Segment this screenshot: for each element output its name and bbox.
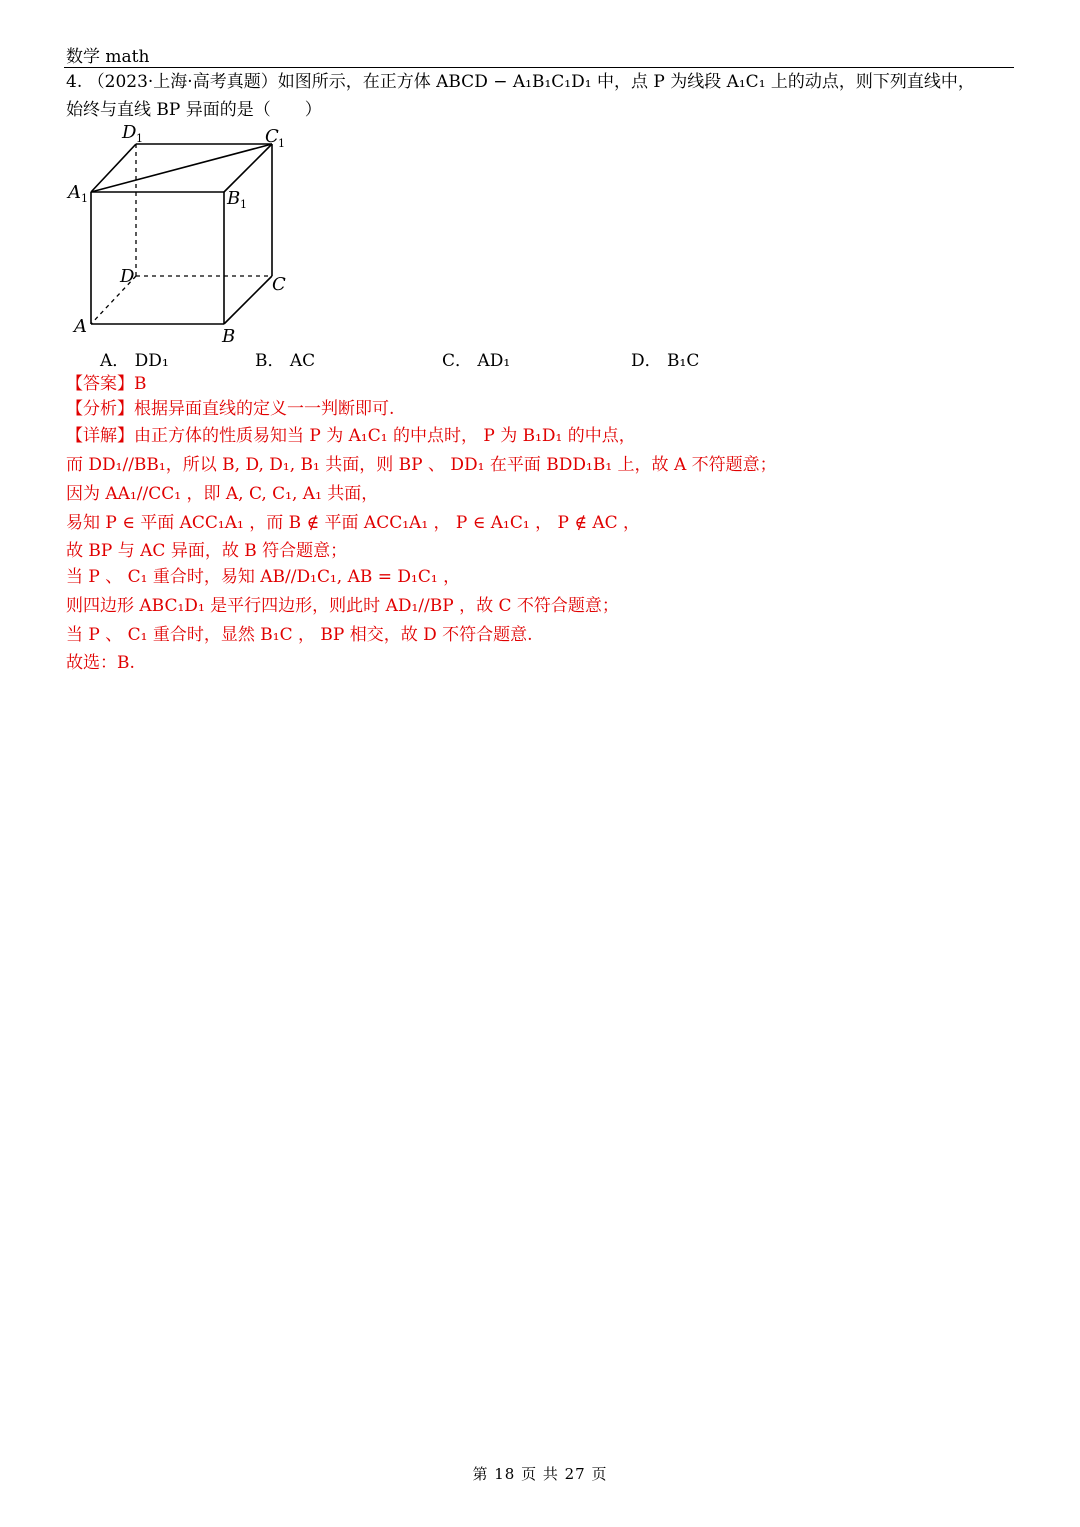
option-d: D． B₁C: [631, 351, 700, 371]
label-B: B: [222, 326, 236, 347]
label-C: C: [272, 274, 286, 295]
label-A1-sub: 1: [81, 192, 88, 205]
diagonal-A1-C1: [91, 144, 272, 192]
page-footer: 第 18 页 共 27 页: [472, 1465, 608, 1483]
cube-figure: [64, 120, 304, 348]
detail-line-3: 因为 AA₁//CC₁ ，即 A, C, C₁, A₁ 共面，: [66, 484, 379, 504]
analysis-line: 【分析】根据异面直线的定义一一判断即可.: [66, 399, 395, 419]
option-a: A． DD₁: [100, 351, 169, 371]
label-D1: D: [122, 122, 137, 143]
label-C1: C: [265, 126, 279, 147]
option-c: C． AD₁: [442, 351, 511, 371]
detail-line-6: 当 P 、 C₁ 重合时，易知 AB//D₁C₁, AB = D₁C₁ ，: [66, 567, 461, 587]
header-divider: [64, 67, 1014, 68]
label-B1-sub: 1: [240, 198, 247, 211]
question-line-2: 始终与直线 BP 异面的是（ ）: [66, 100, 322, 120]
detail-line-1: 【详解】由正方体的性质易知当 P 为 A₁C₁ 的中点时， P 为 B₁D₁ 的中点，: [66, 426, 636, 446]
conclusion-line: 故选：B.: [66, 653, 135, 673]
page-header-title: 数学 math: [66, 47, 150, 67]
label-D1-sub: 1: [136, 132, 143, 145]
label-C1-sub: 1: [278, 137, 285, 150]
answer-line: 【答案】B: [66, 374, 147, 394]
detail-line-4: 易知 P ∈ 平面 ACC₁A₁ ，而 B ∉ 平面 ACC₁A₁ ， P ∈ A₁C₁ ， P ∉ AC ，: [66, 513, 641, 533]
edge-D1-A1: [91, 144, 136, 192]
label-A: A: [74, 316, 87, 337]
label-D: D: [120, 266, 135, 287]
detail-line-2: 而 DD₁//BB₁，所以 B, D, D₁, B₁ 共面，则 BP 、 DD₁ 在平面 BDD₁B₁ 上，故 A 不符题意；: [66, 455, 777, 475]
question-line-1: 4. （2023·上海·高考真题）如图所示，在正方体 ABCD − A₁B₁C₁D₁ 中，点 P 为线段 A₁C₁ 上的动点，则下列直线中，: [66, 72, 975, 92]
label-A1: A: [68, 182, 81, 203]
detail-line-8: 当 P 、 C₁ 重合时，显然 B₁C ， BP 相交，故 D 不符合题意.: [66, 625, 533, 645]
detail-line-7: 则四边形 ABC₁D₁ 是平行四边形，则此时 AD₁//BP ，故 C 不符合题意；: [66, 596, 619, 616]
label-B1: B: [227, 188, 241, 209]
edge-B-C: [224, 276, 272, 324]
detail-line-5: 故 BP 与 AC 异面，故 B 符合题意；: [66, 541, 348, 561]
edge-B1-C1: [224, 144, 272, 192]
option-b: B． AC: [255, 351, 316, 371]
